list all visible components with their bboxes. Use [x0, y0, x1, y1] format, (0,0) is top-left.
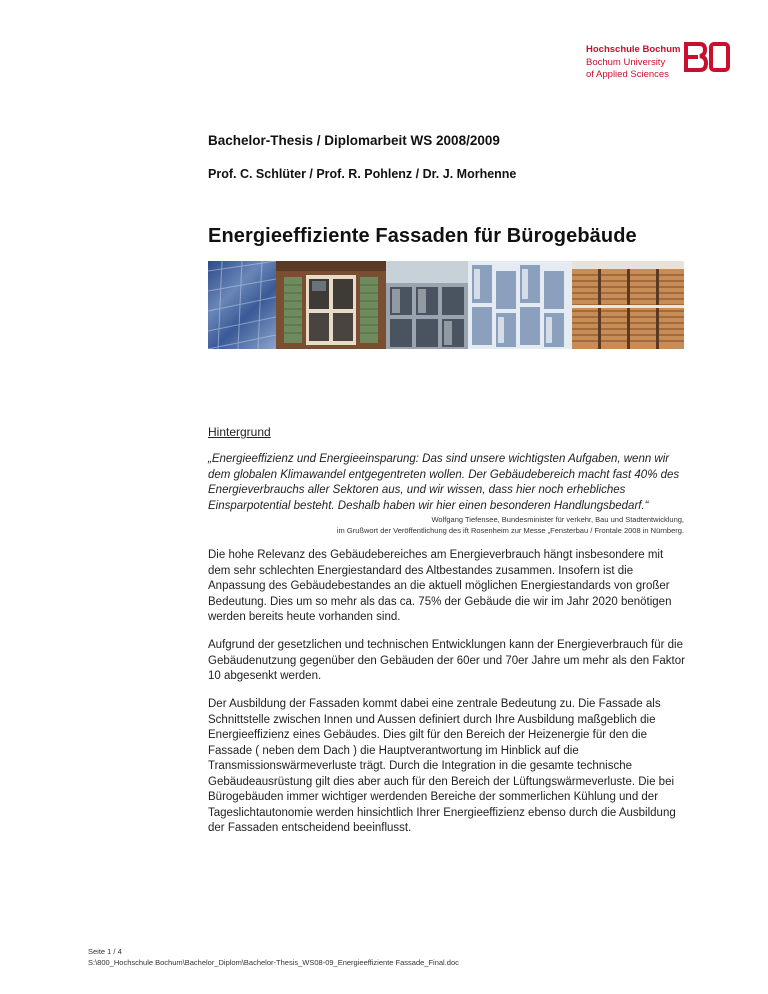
attribution-line-1: Wolfgang Tiefensee, Bundesminister für verkehr, Bau und Stadtentwicklung, — [431, 515, 684, 524]
facade-photo-office-grid — [386, 261, 468, 349]
facade-photo-glass-panels — [468, 261, 572, 349]
facade-photo-wooden-window — [276, 261, 386, 349]
logo-line-1: Hochschule Bochum — [586, 44, 681, 55]
facade-photo-glass — [208, 261, 276, 349]
document-title: Energieeffiziente Fassaden für Bürogebäude — [208, 225, 637, 247]
page-number: Seite 1 / 4 — [88, 947, 122, 956]
quote-text: „Energieeffizienz und Energieeinsparung: Das sind unsere wichtigsten Aufgaben, wenn wir dem globalen Klimawandel entgegentreten wollen. Der Gebäudebereich macht fast 40% des Energieverbrauchs aller Sektoren aus, und wir wissen, dass hier noch erhebliches Einsparpotential besteht. Deshalb haben wir hier einen besonderen Handlungsbedarf.“ — [208, 453, 680, 512]
course-heading: Bachelor-Thesis / Diplomarbeit WS 2008/2009 — [208, 133, 500, 148]
professors-heading: Prof. C. Schlüter / Prof. R. Pohlenz / Dr. J. Morhenne — [208, 167, 517, 181]
attribution-line-2: im Grußwort der Veröffentlichung des ift Rosenheim zur Messe „Fensterbau / Frontale 2008 in Nürnberg. — [336, 526, 684, 535]
facade-photo-timber-louvres — [572, 261, 684, 349]
facade-image-banner — [208, 261, 684, 349]
body-paragraph: Der Ausbildung der Fassaden kommt dabei eine zentrale Bedeutung zu. Die Fassade als Schnittstelle zwischen Innen und Aussen definiert durch Ihre Ausbildung maßgeblich die Energieeffizienz eines Gebäudes. Dies gilt für den Bereich der Heizenergie für den die Fassade ( neben dem Dach ) die Hauptverantwortung im Hinblick auf die Transmissionswärmeverluste trägt. Durch die Integration in die gesamte technische Gebäudeausrüstung gilt dies aber auch für den Bereich der Lüftungswärmeverluste. Die bei Bürogebäuden immer wichtiger werdenden Bereiche der sommerlichen Kühlung und der Tageslichtautonomie werden hinsichtlich Ihrer Energieeffizienz ebenso durch die Ausbildung der Fassaden entscheidend beeinflusst. — [208, 698, 676, 834]
body-paragraph: Die hohe Relevanz des Gebäudebereiches am Energieverbrauch hängt insbesondere mit dem sehr schlechten Energiestandard des Altbestandes zusammen. Insofern ist die Anpassung des Gebäudebestandes an die aktuell möglichen Energiestandards von großer Bedeutung. Dies um so mehr als das ca. 75% der Gebäude die wir im Jahr 2020 benötigen werden bereits heute vorhanden sind. — [208, 549, 672, 623]
university-logo-text — [586, 44, 686, 82]
bo-logo-mark — [683, 42, 731, 72]
body-paragraph: Aufgrund der gesetzlichen und technischen Entwicklungen kann der Energieverbrauch für die Gebäudenutzung gegenüber den Gebäuden der 60er und 70er Jahre um mehr als den Faktor 10 abgesenkt werden. — [208, 639, 685, 682]
page-footer — [88, 946, 459, 968]
quote-attribution — [337, 514, 684, 536]
logo-line-2: Bochum University — [586, 56, 666, 68]
file-path: S:\800_Hochschule Bochum\Bachelor_Diplom\Bachelor-Thesis_WS08-09_Energieeffiziente Fassade_Final.doc — [88, 958, 459, 967]
logo-line-3: of Applied Sciences — [586, 69, 669, 80]
section-label-background: Hintergrund — [208, 425, 271, 439]
